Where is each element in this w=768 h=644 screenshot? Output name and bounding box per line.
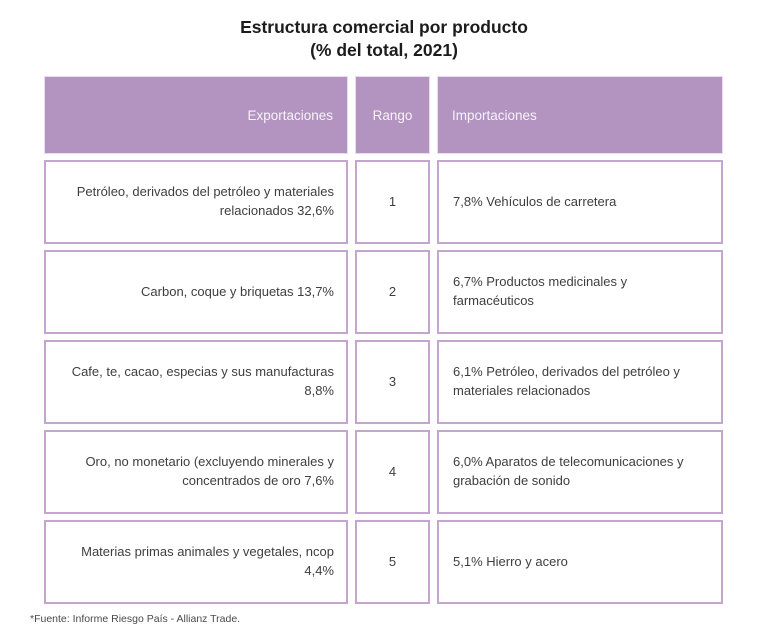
import-cell-row2 (437, 250, 723, 334)
header-importaciones (437, 76, 723, 154)
rank-cell-row4 (355, 430, 430, 514)
rank-value: 2 (388, 283, 397, 299)
export-cell-row2 (44, 250, 348, 334)
import-value: 6,1% Petróleo, derivados del petróleo y materiales relacionados (453, 364, 680, 398)
export-cell-row5 (44, 520, 348, 604)
rank-cell-row2 (355, 250, 430, 334)
export-value: Petróleo, derivados del petróleo y materiales relacionados 32,6% (76, 184, 334, 218)
export-value: Oro, no monetario (excluyendo minerales y concentrados de oro 7,6% (85, 454, 334, 488)
export-value: Materias primas animales y vegetales, ncop 4,4% (81, 544, 334, 578)
chart-title (0, 16, 768, 62)
import-value: 6,0% Aparatos de telecomunicaciones y grabación de sonido (453, 454, 684, 488)
rank-cell-row1 (355, 160, 430, 244)
chart-title-line2: (% del total, 2021) (310, 40, 458, 61)
header-exportaciones (44, 76, 348, 154)
export-cell-row1 (44, 160, 348, 244)
rank-value: 3 (388, 373, 397, 389)
chart-title-line1: Estructura comercial por producto (240, 17, 528, 37)
export-cell-row3 (44, 340, 348, 424)
import-value: 5,1% Hierro y acero (453, 553, 568, 569)
rank-value: 4 (388, 463, 397, 479)
import-cell-row5 (437, 520, 723, 604)
export-cell-row4 (44, 430, 348, 514)
import-cell-row1 (437, 160, 723, 244)
header-rango-label: Rango (372, 107, 413, 123)
export-value: Cafe, te, cacao, especias y sus manufacturas 8,8% (71, 364, 334, 398)
import-value: 7,8% Vehículos de carretera (453, 193, 617, 209)
source-note: *Fuente: Informe Riesgo País - Allianz Trade. (30, 613, 241, 625)
header-exportaciones-label: Exportaciones (247, 107, 333, 123)
import-cell-row4 (437, 430, 723, 514)
rank-value: 1 (388, 193, 397, 209)
header-rango (355, 76, 430, 154)
rank-cell-row5 (355, 520, 430, 604)
rank-cell-row3 (355, 340, 430, 424)
export-value: Carbon, coque y briquetas 13,7% (141, 283, 334, 299)
header-importaciones-label: Importaciones (452, 107, 537, 123)
import-value: 6,7% Productos medicinales y farmacéuticos (453, 274, 628, 308)
import-cell-row3 (437, 340, 723, 424)
trade-structure-table (44, 76, 723, 604)
rank-value: 5 (388, 553, 397, 569)
